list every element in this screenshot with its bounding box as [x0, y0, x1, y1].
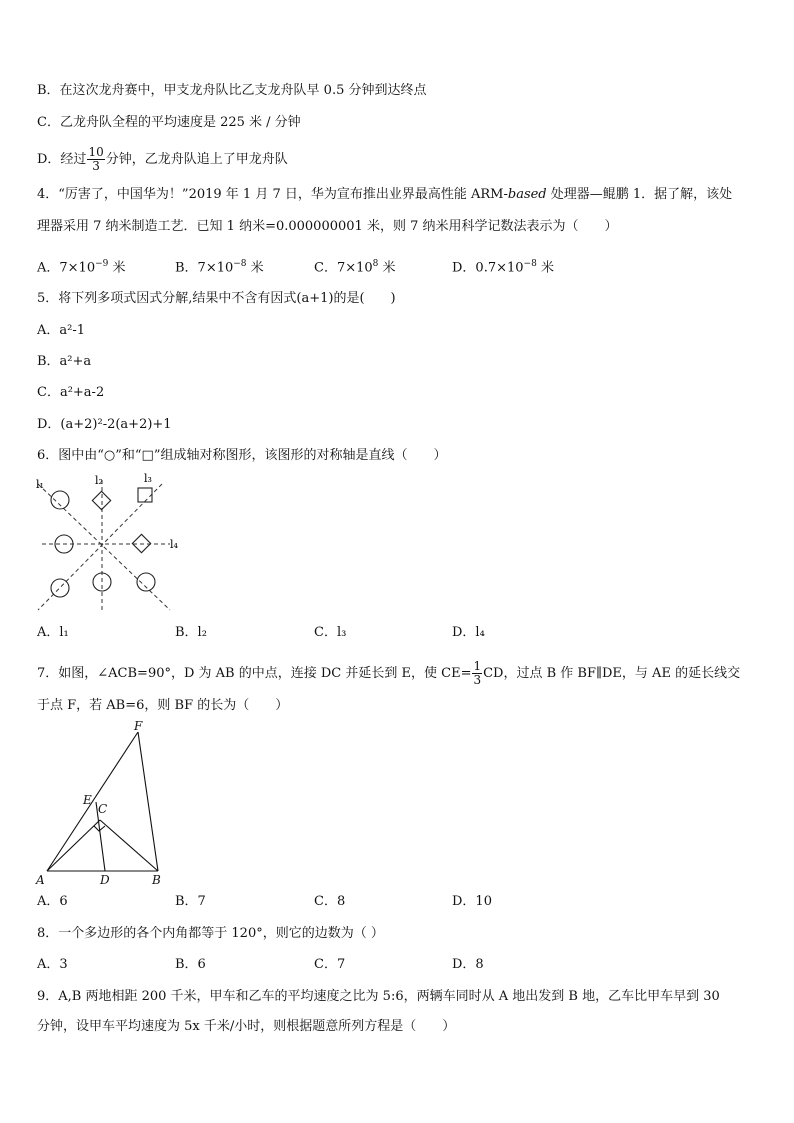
- q3-option-d-prefix: D．经过: [37, 152, 87, 167]
- q4-option-c-base: C．7×10: [314, 260, 373, 276]
- q4-option-d-base: D．0.7×10: [452, 260, 524, 276]
- q3-option-d-fraction: [87, 146, 104, 173]
- q3-option-d-suffix: 分钟，乙龙舟队追上了甲龙舟队: [105, 152, 288, 167]
- q7-option-d: D．10: [452, 894, 492, 909]
- q8-option-a: A．3: [37, 957, 68, 972]
- label-l1: l₁: [36, 478, 44, 491]
- q6-option-d: D．l₄: [452, 625, 485, 640]
- q4-stem-italic: based: [507, 187, 547, 202]
- q7-option-a: A．6: [37, 894, 68, 909]
- q4-option-a: [37, 255, 126, 277]
- q4-option-a-unit: 米: [108, 260, 126, 276]
- point-label-f: F: [134, 719, 143, 733]
- point-label-d: D: [100, 873, 110, 887]
- segment-bc: [100, 820, 158, 871]
- fraction-numerator: 10: [88, 145, 104, 159]
- q3-option-d: [37, 146, 288, 173]
- q7-stem-line1: [37, 660, 740, 687]
- q4-option-d: [452, 255, 554, 277]
- q4-option-c-unit: 米: [378, 260, 396, 276]
- q6-option-c: C．l₃: [314, 625, 347, 640]
- q7-stem-fraction: [472, 660, 482, 687]
- q7-stem-suffix: CD，过点 B 作 BF∥DE，与 AE 的延长线交: [483, 666, 741, 681]
- q7-option-c: C．8: [314, 894, 346, 909]
- q5-option-d: D．(a+2)²-2(a+2)+1: [37, 417, 172, 432]
- q7-stem-line2: 于点 F，若 AB=6，则 BF 的长为（ ）: [37, 698, 289, 713]
- circle-shape: [137, 573, 155, 591]
- point-label-a: A: [36, 873, 45, 887]
- q4-option-a-exp: −9: [95, 259, 109, 269]
- q7-option-b: B．7: [175, 894, 206, 909]
- q4-option-b-unit: 米: [246, 260, 264, 276]
- q7-triangle-figure: [30, 716, 180, 891]
- q4-option-c-exp: 8: [372, 259, 379, 269]
- q8-option-b: B．6: [175, 957, 206, 972]
- q5-option-c: C．a²+a-2: [37, 385, 105, 400]
- q6-option-b: B．l₂: [175, 625, 207, 640]
- q6-option-a: A．l₁: [37, 625, 69, 640]
- q4-option-b: [175, 255, 264, 277]
- q4-stem-line2: 理器采用 7 纳米制造工艺．已知 1 纳米=0.000000001 米，则 7 纳米用科学记数法表示为（ ）: [37, 219, 618, 234]
- q4-stem-end: 处理器—鲲鹏 1．据了解，该处: [546, 187, 733, 202]
- point-label-c: C: [98, 802, 108, 816]
- circle-shape: [51, 579, 69, 597]
- square-shape: [138, 488, 152, 502]
- q5-option-a: A．a²-1: [37, 323, 86, 338]
- q8-stem: 8．一个多边形的各个内角都等于 120°，则它的边数为（ ）: [37, 926, 384, 941]
- segment-bf: [138, 732, 158, 871]
- q3-option-c: C．乙龙舟队全程的平均速度是 225 米 / 分钟: [37, 115, 301, 130]
- q4-stem-text: 4．“厉害了，中国华为！”2019 年 1 月 7 日，华为宣布推出业界最高性能 ARM-: [37, 187, 508, 202]
- label-l3: l₃: [144, 472, 152, 485]
- segment-ac: [47, 820, 100, 871]
- fraction-denominator: 3: [473, 673, 482, 687]
- q4-option-b-exp: −8: [233, 259, 247, 269]
- q4-option-c: [314, 255, 396, 277]
- q4-stem-line1: [37, 186, 732, 204]
- q5-stem: 5．将下列多项式因式分解,结果中不含有因式(a+1)的是( ): [37, 291, 396, 306]
- point-label-e: E: [83, 793, 92, 807]
- q6-stem: 6．图中由“○”和“□”组成轴对称图形，该图形的对称轴是直线（ ）: [37, 448, 447, 463]
- q9-stem-line1: 9．A,B 两地相距 200 千米，甲车和乙车的平均速度之比为 5:6，两辆车同时从 A 地出发到 B 地，乙车比甲车早到 30: [37, 989, 720, 1004]
- q4-option-d-unit: 米: [536, 260, 554, 276]
- segment-af: [47, 732, 138, 871]
- label-l4: l₄: [170, 538, 178, 551]
- q4-option-a-base: A．7×10: [37, 260, 96, 276]
- q9-stem-line2: 分钟，设甲车平均速度为 5x 千米/小时，则根据题意所列方程是（ ）: [37, 1019, 456, 1034]
- fraction-numerator: 1: [473, 659, 482, 673]
- point-label-b: B: [152, 873, 161, 887]
- q8-option-d: D．8: [452, 957, 484, 972]
- q3-option-b: B．在这次龙舟赛中，甲支龙舟队比乙支龙舟队早 0.5 分钟到达终点: [37, 83, 427, 98]
- q4-option-b-base: B．7×10: [175, 260, 234, 276]
- q6-symmetry-figure: [30, 470, 190, 615]
- q8-option-c: C．7: [314, 957, 346, 972]
- q7-stem-prefix: 7．如图，∠ACB=90°，D 为 AB 的中点，连接 DC 并延长到 E，使 CE=: [37, 666, 472, 681]
- q4-option-d-exp: −8: [523, 259, 537, 269]
- fraction-denominator: 3: [92, 159, 100, 173]
- circle-shape: [51, 491, 69, 509]
- q5-option-b: B．a²+a: [37, 354, 92, 369]
- label-l2: l₂: [95, 474, 103, 487]
